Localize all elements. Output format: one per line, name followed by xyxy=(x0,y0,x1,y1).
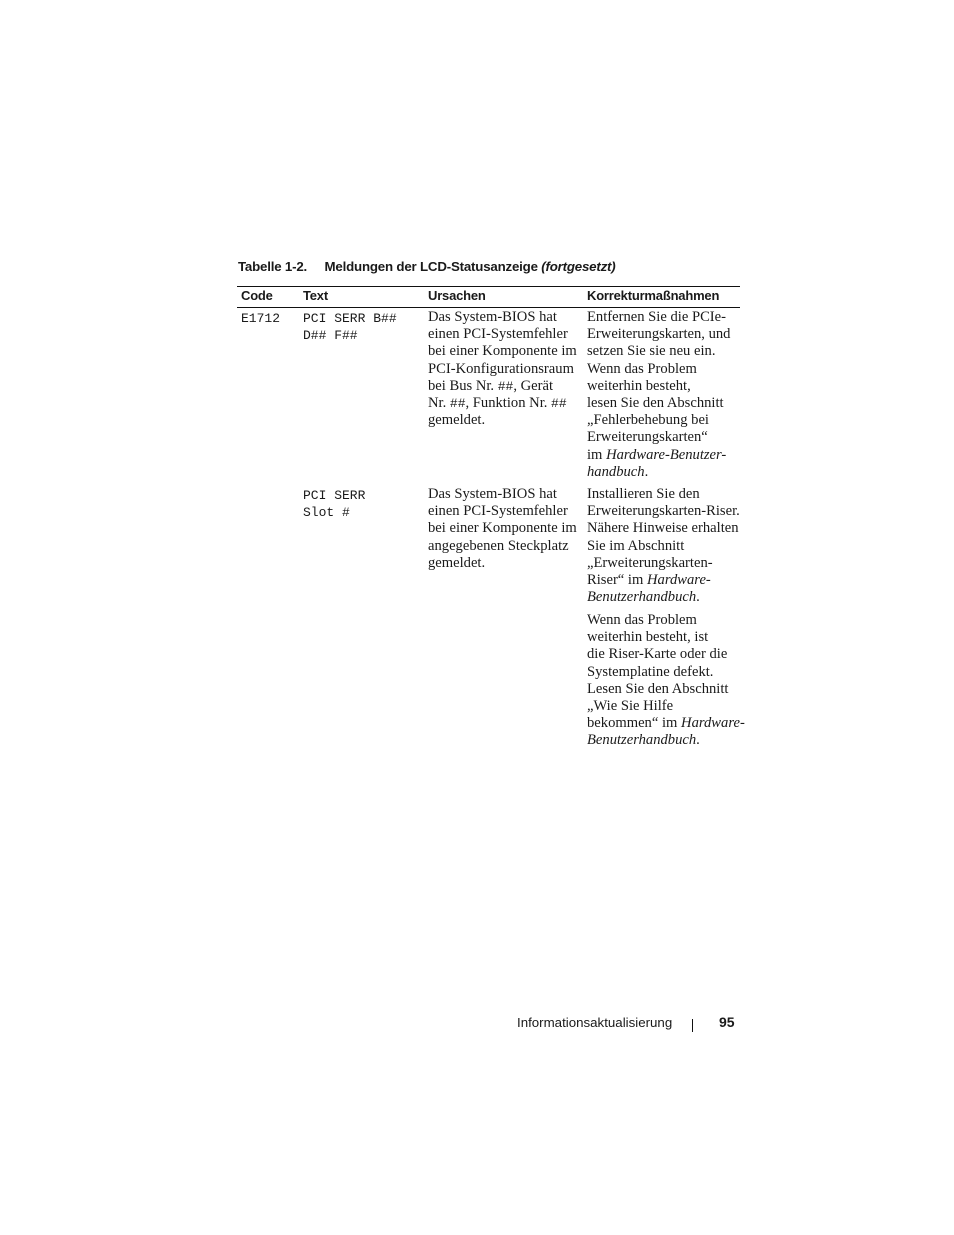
text-fragment: Benutzerhandbuch xyxy=(587,589,697,606)
text-line: setzen Sie sie neu ein. xyxy=(587,343,716,360)
text-line: Slot # xyxy=(303,505,350,521)
text-line: „Fehlerbehebung bei xyxy=(587,412,709,429)
row1-actions xyxy=(587,309,730,481)
text-line: PCI-Konfigurationsraum xyxy=(428,360,574,377)
footer-separator xyxy=(692,1019,693,1032)
text-fragment: ## xyxy=(497,378,514,394)
table-number: Tabelle 1-2. xyxy=(238,259,308,274)
header-text: Text xyxy=(303,288,328,303)
text-line: D## F## xyxy=(303,328,358,344)
text-fragment: ## xyxy=(449,396,466,412)
text-line: PCI SERR B## xyxy=(303,311,397,326)
text-fragment: Riser“ im xyxy=(587,572,647,589)
text-line: Wenn das Problem xyxy=(587,612,697,628)
text-line xyxy=(428,378,577,395)
text-fragment: , Funktion Nr. xyxy=(465,395,552,412)
text-line: die Riser-Karte oder die xyxy=(587,646,728,663)
text-line: einen PCI-Systemfehler xyxy=(428,326,568,343)
text-fragment: ## xyxy=(551,396,567,412)
text-fragment: Hardware-Benutzer- xyxy=(606,446,727,463)
text-fragment: . xyxy=(696,589,700,606)
row1-causes xyxy=(428,309,577,429)
text-line: Installieren Sie den xyxy=(587,486,700,502)
text-line: Nähere Hinweise erhalten xyxy=(587,520,739,537)
text-line: Das System-BIOS hat xyxy=(428,309,557,325)
text-line xyxy=(587,572,740,589)
text-line: gemeldet. xyxy=(428,412,486,429)
text-line: „Wie Sie Hilfe xyxy=(587,698,674,715)
text-line xyxy=(587,464,730,481)
row2-text xyxy=(303,487,365,521)
header-code: Code xyxy=(241,288,273,303)
row1-text xyxy=(303,310,397,344)
text-fragment: handbuch xyxy=(587,463,645,480)
text-fragment: . xyxy=(644,463,649,480)
text-line: Sie im Abschnitt xyxy=(587,537,685,554)
text-line: Erweiterungskarten, und xyxy=(587,326,731,343)
text-fragment: , Gerät xyxy=(513,377,554,394)
text-line: weiterhin besteht, xyxy=(587,377,691,394)
text-line: Das System-BIOS hat xyxy=(428,486,557,502)
table-top-rule xyxy=(237,286,740,287)
text-line: angegebenen Steckplatz xyxy=(428,537,569,554)
text-fragment: Hardware- xyxy=(681,715,745,732)
text-fragment: Hardware- xyxy=(647,572,711,589)
page-number: 95 xyxy=(719,1014,735,1030)
header-causes: Ursachen xyxy=(428,288,486,303)
text-line: Erweiterungskarten“ xyxy=(587,429,708,446)
table-title: Meldungen der LCD-Statusanzeige xyxy=(324,259,538,274)
header-actions: Korrekturmaßnahmen xyxy=(587,288,720,303)
text-line: lesen Sie den Abschnitt xyxy=(587,395,724,412)
text-line: „Erweiterungskarten- xyxy=(587,554,713,571)
text-fragment: . xyxy=(696,732,700,749)
text-fragment: Nr. xyxy=(428,395,450,412)
text-line: Entfernen Sie die PCIe- xyxy=(587,309,727,325)
table-continued-note: (fortgesetzt) xyxy=(541,259,616,274)
footer-section-title: Informationsaktualisierung xyxy=(517,1015,673,1030)
text-line: einen PCI-Systemfehler xyxy=(428,503,568,520)
text-fragment: im xyxy=(587,446,607,463)
text-line: Wenn das Problem xyxy=(587,360,697,377)
text-line: Systemplatine defekt. xyxy=(587,663,714,680)
text-line: Lesen Sie den Abschnitt xyxy=(587,680,729,697)
text-line: gemeldet. xyxy=(428,554,486,571)
text-line: bei einer Komponente im xyxy=(428,520,577,537)
text-fragment: bekommen“ im xyxy=(587,715,682,732)
text-fragment: bei Bus Nr. xyxy=(428,377,498,394)
text-line xyxy=(587,447,730,464)
table-header-rule xyxy=(237,307,740,308)
text-line: PCI SERR xyxy=(303,488,366,503)
row2-causes xyxy=(428,486,577,572)
text-line: bei einer Komponente im xyxy=(428,343,577,360)
text-line xyxy=(587,715,745,732)
table-caption xyxy=(238,259,616,274)
row2-actions-continued xyxy=(587,612,745,750)
text-fragment: Benutzerhandbuch xyxy=(587,732,697,749)
text-line xyxy=(587,589,740,606)
text-line xyxy=(428,395,577,412)
row2-actions xyxy=(587,486,740,606)
text-line: Erweiterungskarten-Riser. xyxy=(587,503,740,520)
text-line: weiterhin besteht, ist xyxy=(587,629,709,646)
text-line xyxy=(587,732,745,749)
row1-code: E1712 xyxy=(241,311,281,326)
